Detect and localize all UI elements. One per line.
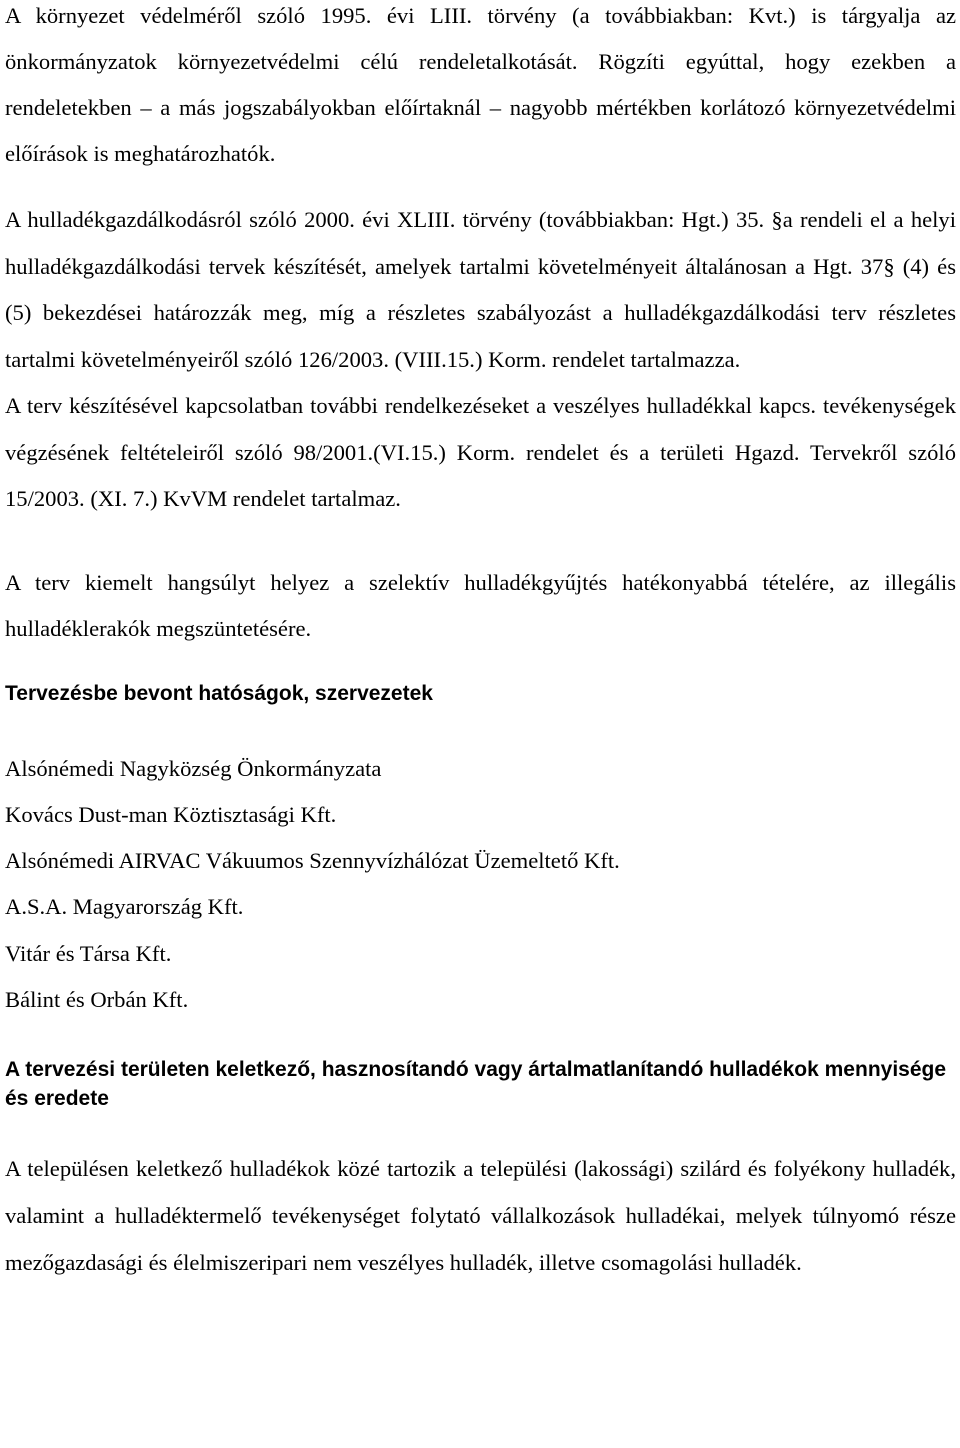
paragraph-telepules: A településen keletkező hulladékok közé tartozik a települési (lakossági) szilárd és folyékony hulladék, valamint a hulladéktermelő tevékenységet folytató vállalkozások hulladékai, melyek túlnyomó része mezőgazdasági és élelmiszeripari nem veszélyes hulladék, illetve csomagolási hulladék. <box>5 1156 956 1276</box>
list-item: Kovács Dust-man Köztisztasági Kft. <box>5 801 337 827</box>
paragraph-hgt: A hulladékgazdálkodásról szóló 2000. évi XLIII. törvény (továbbiakban: Hgt.) 35. §a rendeli el a helyi hulladékgazdálkodási tervek készítését, amelyek tartalmi követelményeit általánosan a Hgt. 37§ (4) és (5) bekezdései határozzák meg, míg a részletes szabályozást a hulladékgazdálkodási terv részletes tartalmi követelményeiről szóló 126/2003. (VIII.15.) Korm. rendelet tartalmazza. <box>5 207 956 372</box>
list-item: Vitár és Társa Kft. <box>5 940 172 966</box>
authorities-list <box>5 746 956 1024</box>
paragraph-szelektiv: A terv kiemelt hangsúlyt helyez a szelektív hulladékgyűjtés hatékonyabbá tételére, az illegális hulladéklerakók megszüntetésére. <box>5 569 956 641</box>
heading-waste-origin: A tervezési területen keletkező, hasznosítandó vagy ártalmatlanítandó hulladékok mennyisége és eredete <box>5 1058 947 1111</box>
document-page <box>5 0 956 1286</box>
list-item: Alsónémedi AIRVAC Vákuumos Szennyvízhálózat Üzemeltető Kft. <box>5 848 620 874</box>
paragraph-terv: A terv készítésével kapcsolatban további rendelkezéseket a veszélyes hulladékkal kapcs. tevékenységek végzésének feltételeiről szóló 98/2001.(VI.15.) Korm. rendelet és a területi Hgazd. Tervekről szóló 15/2003. (XI. 7.) KvVM rendelet tartalmaz. <box>5 393 956 511</box>
heading-authorities: Tervezésbe bevont hatóságok, szervezetek <box>5 681 433 705</box>
list-item: A.S.A. Magyarország Kft. <box>5 894 244 920</box>
list-item: Alsónémedi Nagyközség Önkormányzata <box>5 755 382 781</box>
paragraph-kvt: A környezet védelméről szóló 1995. évi LIII. törvény (a továbbiakban: Kvt.) is tárgyalja az önkormányzatok környezetvédelmi célú rendeletalkotását. Rögzíti egyúttal, hogy ezekben a rendeletekben – a más jogszabályokban előírtaknál – nagyobb mértékben korlátozó környezetvédelmi előírások is meghatározhatók. <box>5 3 956 166</box>
list-item: Bálint és Orbán Kft. <box>5 986 189 1012</box>
